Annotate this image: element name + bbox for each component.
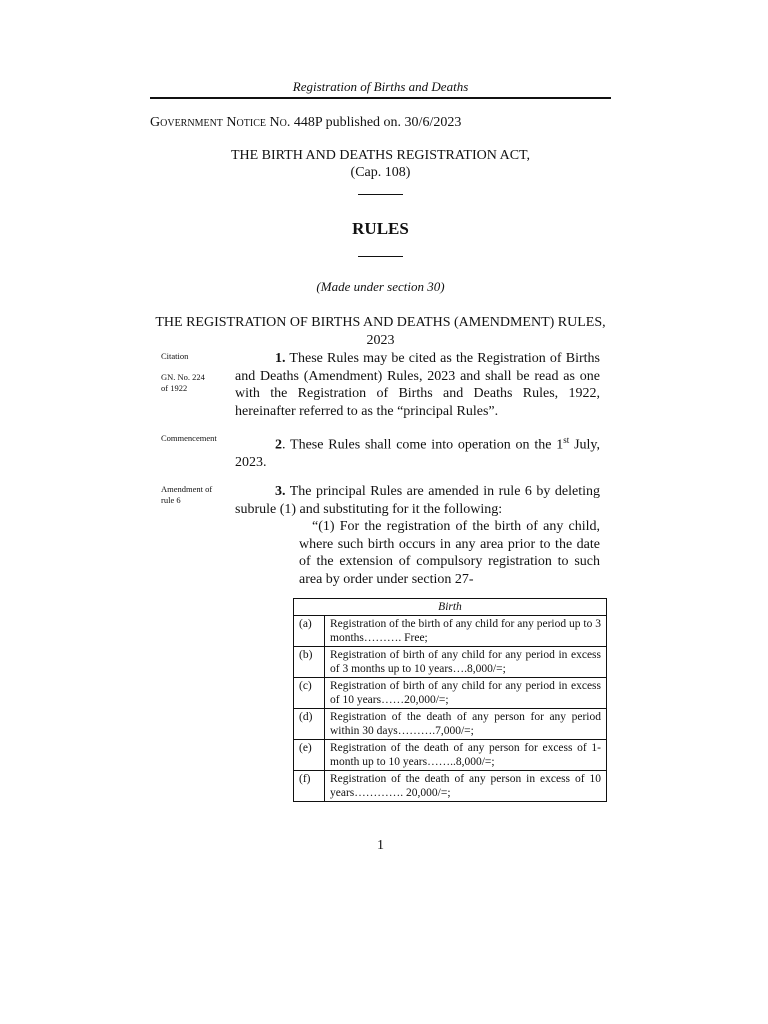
- rule-2-text-b: July, 2023.: [235, 437, 600, 471]
- rule-2-superscript: st: [563, 435, 570, 445]
- rule-3-text: The principal Rules are amended in rule 6 by deleting subrule (1) and substituting for it the following:: [235, 484, 600, 517]
- row-letter: (e): [294, 740, 325, 771]
- row-letter: (b): [294, 647, 325, 678]
- notice-rest: 448P published on. 30/6/2023: [290, 115, 462, 130]
- cap-reference: (Cap. 108): [350, 165, 411, 180]
- row-description: Registration of birth of any child for any period in excess of 3 months up to 10 years….8,000/=;: [325, 647, 607, 678]
- row-description: Registration of the death of any person in excess of 10 years…………. 20,000/=;: [325, 771, 607, 802]
- row-letter: (d): [294, 709, 325, 740]
- made-under-section: (Made under section 30): [316, 279, 445, 294]
- notice-g: G: [150, 115, 161, 130]
- row-letter: (a): [294, 616, 325, 647]
- rule-3-paragraph: [235, 483, 600, 518]
- rule-1-text: These Rules may be cited as the Registration of Births and Deaths (Amendment) Rules, 2023 and shall be read as one with the Registration of Births and Deaths Rules, 1922, hereinafter referred to as the “principal Rules”.: [235, 351, 600, 419]
- divider-rule: [358, 256, 403, 257]
- table-row: [294, 709, 607, 740]
- substituted-subrule: [299, 518, 600, 588]
- notice-otice: otice: [236, 115, 266, 130]
- rule-1-number: 1.: [275, 351, 286, 366]
- row-description: Registration of birth of any child for any period in excess of 10 years……20,000/=;: [325, 678, 607, 709]
- rules-heading: RULES: [352, 219, 409, 238]
- row-description: Registration of the death of any person for any period within 30 days……….7,000/=;: [325, 709, 607, 740]
- page-number: 1: [377, 838, 384, 853]
- notice-o: o.: [279, 115, 291, 130]
- table-header-birth: Birth: [294, 599, 607, 616]
- margin-note-commencement: Commencement: [161, 433, 217, 443]
- rules-title: [150, 314, 611, 350]
- header-rule: [150, 97, 611, 99]
- substituted-subrule-text: “(1) For the registration of the birth of any child, where such birth occurs in any area prior to the date of the extension of compulsory registration to such area by order under section 27-: [299, 519, 600, 587]
- rules-title-line: THE REGISTRATION OF BIRTHS AND DEATHS (AMENDMENT) RULES,: [155, 315, 606, 330]
- rules-title-line: 2023: [366, 333, 395, 348]
- table-row: [294, 647, 607, 678]
- fees-table: [293, 598, 607, 802]
- table-row: [294, 740, 607, 771]
- notice-overnment: overnment: [160, 115, 223, 130]
- rule-2-text-a: . These Rules shall come into operation on the 1: [282, 437, 564, 453]
- government-notice: [150, 115, 461, 131]
- table-row: [294, 771, 607, 802]
- notice-n2: N: [269, 115, 280, 130]
- rule-2-number: 2: [275, 437, 282, 453]
- row-description: Registration of the death of any person for excess of 1-month up to 10 years……..8,000/=;: [325, 740, 607, 771]
- row-letter: (c): [294, 678, 325, 709]
- rule-2-paragraph: [235, 432, 600, 472]
- table-row: [294, 616, 607, 647]
- margin-note-amendment: Amendment of rule 6: [161, 484, 213, 505]
- row-description: Registration of the birth of any child for any period up to 3 months………. Free;: [325, 616, 607, 647]
- table-header-row: [294, 599, 607, 616]
- running-header: Registration of Births and Deaths: [292, 79, 469, 94]
- rule-3-number: 3.: [275, 484, 286, 499]
- margin-note-citation: Citation: [161, 351, 189, 361]
- notice-n: N: [226, 115, 237, 130]
- divider-rule: [358, 194, 403, 195]
- table-row: [294, 678, 607, 709]
- rule-1-paragraph: [235, 350, 600, 420]
- margin-note-gn-ref: GN. No. 224 of 1922: [161, 372, 205, 393]
- row-letter: (f): [294, 771, 325, 802]
- act-title: THE BIRTH AND DEATHS REGISTRATION ACT,: [230, 148, 531, 163]
